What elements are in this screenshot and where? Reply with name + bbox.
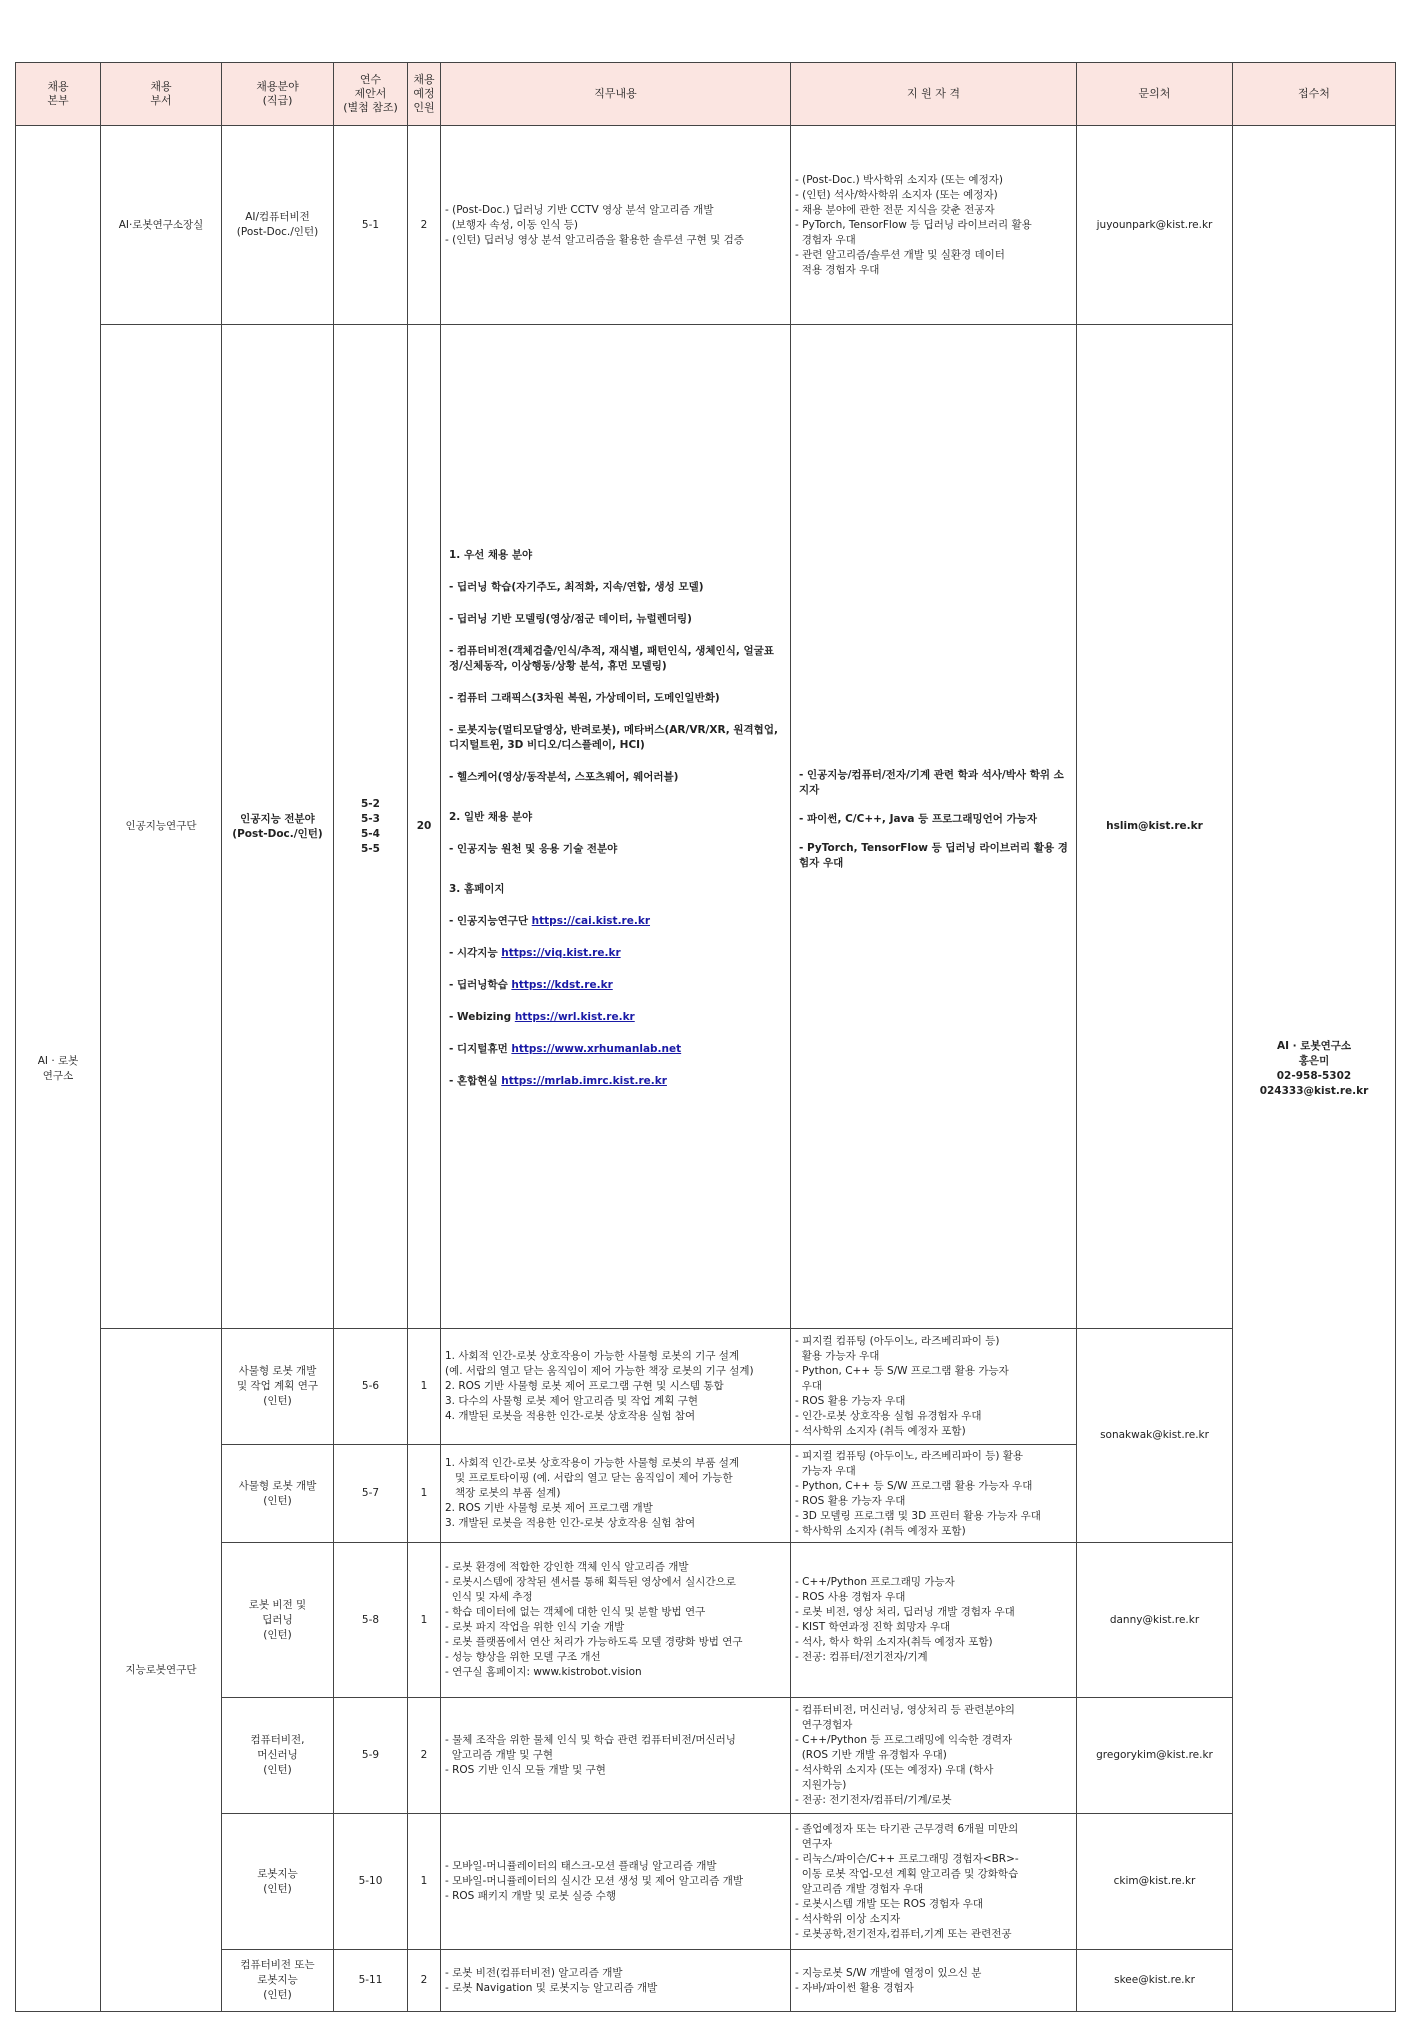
list-item: - 인간-로봇 상호작용 실험 유경험자 우대: [795, 1410, 982, 1422]
list-item: - ROS 사용 경험자 우대: [795, 1591, 906, 1603]
homepage-label: - 혼합현실: [449, 1074, 502, 1087]
list-item: 인식 및 자세 추정: [445, 1591, 533, 1603]
count-cell: 1: [408, 1543, 441, 1698]
list-item: - 로봇 비전(컴퓨터비전) 알고리즘 개발: [445, 1966, 623, 1979]
header-dept: 채용 부서: [101, 63, 222, 126]
duties-cell: [441, 325, 791, 1329]
homepage-link-item: [449, 1010, 786, 1025]
list-item: - 로봇 환경에 적합한 강인한 객체 인식 알고리즘 개발: [445, 1561, 689, 1573]
list-item: - 로봇시스템에 장착된 센서를 통해 획득된 영상에서 실시간으로: [445, 1576, 736, 1588]
list-item: - 컴퓨터비전, 머신러닝, 영상처리 등 관련분야의: [795, 1704, 1015, 1716]
dept-cell: 지능로봇연구단: [101, 1329, 222, 2012]
list-item: - 피지컬 컴퓨팅 (아두이노, 라즈베리파이 등): [795, 1335, 1000, 1347]
homepage-link-item: [449, 946, 786, 961]
reception-cell: AI · 로봇연구소 홍은미 02-958-5302 024333@kist.re.kr: [1233, 126, 1396, 2012]
list-item: - 성능 향상을 위한 모델 구조 개선: [445, 1651, 601, 1663]
field-cell: 로봇 비전 및 딥러닝 (인턴): [222, 1543, 334, 1698]
homepage-link-item: [449, 914, 786, 929]
list-item: 지원가능): [795, 1779, 847, 1791]
list-item: - 피지컬 컴퓨팅 (아두이노, 라즈베리파이 등) 활용: [795, 1449, 1024, 1462]
homepage-link[interactable]: https://cai.kist.re.kr: [531, 914, 651, 927]
list-item: - Python, C++ 등 S/W 프로그램 활용 가능자: [795, 1365, 1009, 1377]
list-item: - 관련 알고리즘/솔루션 개발 및 실환경 데이터: [795, 248, 1005, 261]
quals-cell: [791, 1814, 1077, 1950]
list-item: - 로봇 Navigation 및 로봇지능 알고리즘 개발: [445, 1981, 658, 1994]
list-item: - 학사학위 소지자 (취득 예정자 포함): [795, 1524, 966, 1537]
list-item: - (인턴) 석사/학사학위 소지자 (또는 예정자): [795, 188, 998, 201]
list-item: 이동 로봇 작업-모션 계획 알고리즘 및 강화학습: [795, 1867, 1019, 1880]
list-item: - ROS 활용 가능자 우대: [795, 1395, 906, 1407]
list-item: - 로봇 플랫폼에서 연산 처리가 가능하도록 모델 경량화 방법 연구: [445, 1636, 743, 1648]
homepage-link[interactable]: https://mrlab.imrc.kist.re.kr: [501, 1074, 667, 1087]
header-field: 채용분야 (직급): [222, 63, 334, 126]
list-item: - 로봇공학,전기전자,컴퓨터,기계 또는 관련전공: [795, 1927, 1012, 1940]
table-row: [16, 1698, 1396, 1814]
list-item: - PyTorch, TensorFlow 등 딥러닝 라이브러리 활용 경험자 우대: [799, 842, 1068, 869]
list-item: 2. ROS 기반 사물형 로봇 제어 프로그램 개발: [445, 1502, 653, 1514]
code-cell: 5-2 5-3 5-4 5-5: [334, 325, 408, 1329]
table-row: [16, 325, 1396, 1329]
list-item: 활용 가능자 우대: [795, 1350, 880, 1362]
field-cell: AI/컴퓨터비전 (Post-Doc./인턴): [222, 126, 334, 325]
code-cell: 5-7: [334, 1445, 408, 1543]
homepage-link-item: [449, 1042, 786, 1057]
dept-cell: AI·로봇연구소장실: [101, 126, 222, 325]
table-row: [16, 126, 1396, 325]
list-item: - 모바일-머니퓰레이터의 실시간 모션 생성 및 제어 알고리즘 개발: [445, 1875, 743, 1887]
list-item: 2. ROS 기반 사물형 로봇 제어 프로그램 구현 및 시스템 통합: [445, 1380, 724, 1392]
homepage-link[interactable]: https://www.xrhumanlab.net: [511, 1042, 682, 1055]
count-cell: 1: [408, 1445, 441, 1543]
table-row: [16, 1814, 1396, 1950]
contact-cell: danny@kist.re.kr: [1077, 1543, 1233, 1698]
quals-cell: [791, 1329, 1077, 1445]
duties-cell: [441, 1814, 791, 1950]
code-cell: 5-10: [334, 1814, 408, 1950]
list-item: - 석사학위 소지자 (또는 예정자) 우대 (학사: [795, 1764, 994, 1776]
homepage-link-item: [449, 1074, 786, 1089]
list-item: (예. 서랍의 열고 닫는 움직임이 제어 가능한 책장 로봇의 기구 설계): [445, 1365, 754, 1377]
list-item: - 지능로봇 S/W 개발에 열정이 있으신 분: [795, 1966, 982, 1979]
header-reception: 접수처: [1233, 63, 1396, 126]
quals-cell: [791, 126, 1077, 325]
list-item: - C++/Python 등 프로그래밍에 익숙한 경력자: [795, 1734, 1013, 1746]
count-cell: 1: [408, 1329, 441, 1445]
list-item: - 학습 데이터에 없는 객체에 대한 인식 및 분할 방법 연구: [445, 1606, 706, 1618]
count-cell: 20: [408, 325, 441, 1329]
list-item: - Python, C++ 등 S/W 프로그램 활용 가능자 우대: [795, 1479, 1033, 1492]
header-count: 채용 예정 인원: [408, 63, 441, 126]
homepage-link[interactable]: https://kdst.re.kr: [511, 978, 613, 991]
list-item: - 졸업예정자 또는 타기관 근무경력 6개월 미만의: [795, 1822, 1019, 1835]
duties-cell: [441, 1698, 791, 1814]
list-item: - 딥러닝 학습(자기주도, 최적화, 지속/연합, 생성 모델): [449, 580, 704, 593]
list-item: - 채용 분야에 관한 전문 지식을 갖춘 전공자: [795, 203, 995, 216]
list-item: - 로봇지능(멀티모달영상, 반려로봇), 메타버스(AR/VR/XR, 원격협업, 디지털트윈, 3D 비디오/디스플레이, HCI): [449, 723, 778, 751]
duties-cell: [441, 1445, 791, 1543]
list-item: 경험자 우대: [795, 233, 856, 246]
table-row: [16, 1329, 1396, 1445]
list-item: - 석사학위 이상 소지자: [795, 1912, 901, 1925]
section-heading: 3. 홈페이지: [449, 882, 505, 895]
list-item: - 전공: 전기전자/컴퓨터/기계/로봇: [795, 1794, 952, 1806]
homepage-label: - Webizing: [449, 1010, 515, 1023]
duties-cell: [441, 1543, 791, 1698]
code-cell: 5-9: [334, 1698, 408, 1814]
homepage-link[interactable]: https://wrl.kist.re.kr: [514, 1010, 635, 1023]
header-row: [16, 63, 1396, 126]
list-item: - C++/Python 프로그래밍 가능자: [795, 1576, 955, 1588]
count-cell: 2: [408, 1950, 441, 2012]
job-table: [15, 62, 1396, 2012]
quals-cell: [791, 1543, 1077, 1698]
duties-cell: [441, 126, 791, 325]
quals-cell: [791, 1698, 1077, 1814]
count-cell: 2: [408, 126, 441, 325]
list-item: - KIST 학연과정 진학 희망자 우대: [795, 1621, 951, 1633]
list-item: 3. 개발된 로봇을 적용한 인간-로봇 상호작용 실험 참여: [445, 1517, 696, 1529]
list-item: 적용 경험자 우대: [795, 263, 880, 276]
list-item: - 인공지능/컴퓨터/전자/기계 관련 학과 석사/박사 학위 소지자: [799, 769, 1064, 796]
list-item: 1. 사회적 인간-로봇 상호작용이 가능한 사물형 로봇의 기구 설계: [445, 1350, 740, 1362]
contact-cell: skee@kist.re.kr: [1077, 1950, 1233, 2012]
list-item: 알고리즘 개발 경험자 우대: [795, 1882, 924, 1895]
division-cell: AI · 로봇 연구소: [16, 126, 101, 2012]
field-cell: 사물형 로봇 개발 (인턴): [222, 1445, 334, 1543]
code-cell: 5-8: [334, 1543, 408, 1698]
table-row: [16, 1543, 1396, 1698]
homepage-label: - 디지털휴먼: [449, 1042, 512, 1055]
contact-cell: gregorykim@kist.re.kr: [1077, 1698, 1233, 1814]
header-contact: 문의처: [1077, 63, 1233, 126]
header-quals: 지 원 자 격: [791, 63, 1077, 126]
homepage-link[interactable]: https://viq.kist.re.kr: [501, 946, 621, 959]
list-item: - 연구실 홈페이지: www.kistrobot.vision: [445, 1666, 642, 1678]
list-item: - 파이썬, C/C++, Java 등 프로그래밍언어 가능자: [799, 813, 1038, 825]
table-row: [16, 1950, 1396, 2012]
section-heading: 1. 우선 채용 분야: [449, 548, 533, 561]
list-item: 가능자 우대: [795, 1464, 856, 1477]
duties-cell: [441, 1950, 791, 2012]
quals-cell: [791, 1445, 1077, 1543]
homepage-link-item: [449, 978, 786, 993]
list-item: 알고리즘 개발 및 구현: [445, 1749, 553, 1761]
section-heading: 2. 일반 채용 분야: [449, 810, 533, 823]
list-item: - (Post-Doc.) 박사학위 소지자 (또는 예정자): [795, 173, 1003, 186]
list-item: - 리눅스/파이슨/C++ 프로그래밍 경험자<BR>-: [795, 1852, 1019, 1865]
contact-cell: hslim@kist.re.kr: [1077, 325, 1233, 1329]
list-item: - PyTorch, TensorFlow 등 딥러닝 라이브러리 활용: [795, 218, 1032, 231]
quals-cell: [791, 325, 1077, 1329]
code-cell: 5-11: [334, 1950, 408, 2012]
list-item: - (Post-Doc.) 딥러닝 기반 CCTV 영상 분석 알고리즘 개발: [445, 203, 714, 216]
field-cell: 로봇지능 (인턴): [222, 1814, 334, 1950]
list-item: (보행자 속성, 이동 인식 등): [445, 218, 578, 231]
list-item: 연구자: [795, 1837, 833, 1850]
list-item: 3. 다수의 사물형 로봇 제어 알고리즘 및 작업 계획 구현: [445, 1395, 699, 1407]
list-item: - (인턴) 딥러닝 영상 분석 알고리즘을 활용한 솔루션 구현 및 검증: [445, 233, 744, 246]
list-item: - 컴퓨터비전(객체검출/인식/추적, 재식별, 패턴인식, 생체인식, 얼굴표정/신체동작, 이상행동/상황 분석, 휴먼 모델링): [449, 644, 774, 672]
list-item: 4. 개발된 로봇을 적용한 인간-로봇 상호작용 실험 참여: [445, 1410, 696, 1422]
duties-cell: [441, 1329, 791, 1445]
code-cell: 5-6: [334, 1329, 408, 1445]
list-item: - 물체 조작을 위한 물체 인식 및 학습 관련 컴퓨터비전/머신러닝: [445, 1734, 736, 1746]
list-item: - ROS 패키지 개발 및 로봇 실증 수행: [445, 1890, 617, 1902]
list-item: 연구경험자: [795, 1719, 853, 1731]
list-item: - ROS 활용 가능자 우대: [795, 1494, 906, 1507]
field-cell: 사물형 로봇 개발 및 작업 계획 연구 (인턴): [222, 1329, 334, 1445]
contact-cell: sonakwak@kist.re.kr: [1077, 1329, 1233, 1543]
list-item: - 모바일-머니퓰레이터의 태스크-모션 플래닝 알고리즘 개발: [445, 1860, 717, 1872]
list-item: - 3D 모델링 프로그램 및 3D 프린터 활용 가능자 우대: [795, 1509, 1041, 1522]
dept-cell: 인공지능연구단: [101, 325, 222, 1329]
field-cell: 컴퓨터비전, 머신러닝 (인턴): [222, 1698, 334, 1814]
contact-cell: ckim@kist.re.kr: [1077, 1814, 1233, 1950]
code-cell: 5-1: [334, 126, 408, 325]
header-duties: 직무내용: [441, 63, 791, 126]
count-cell: 2: [408, 1698, 441, 1814]
list-item: - 전공: 컴퓨터/전기전자/기계: [795, 1651, 928, 1663]
header-division: 채용 본부: [16, 63, 101, 126]
list-item: - 컴퓨터 그래픽스(3차원 복원, 가상데이터, 도메인일반화): [449, 691, 720, 704]
field-cell: 컴퓨터비전 또는 로봇지능 (인턴): [222, 1950, 334, 2012]
field-cell: 인공지능 전분야 (Post-Doc./인턴): [222, 325, 334, 1329]
homepage-label: - 인공지능연구단: [449, 914, 532, 927]
list-item: 1. 사회적 인간-로봇 상호작용이 가능한 사물형 로봇의 부품 설계: [445, 1457, 740, 1469]
list-item: - 헬스케어(영상/동작분석, 스포츠웨어, 웨어러블): [449, 770, 679, 783]
list-item: - 자바/파이썬 활용 경험자: [795, 1981, 914, 1994]
list-item: (ROS 기반 개발 유경험자 우대): [795, 1749, 947, 1761]
list-item: - 석사, 학사 학위 소지자(취득 예정자 포함): [795, 1636, 993, 1648]
contact-cell: juyounpark@kist.re.kr: [1077, 126, 1233, 325]
list-item: - 로봇 비전, 영상 처리, 딥러닝 개발 경험자 우대: [795, 1606, 1015, 1618]
homepage-label: - 시각지능: [449, 946, 502, 959]
count-cell: 1: [408, 1814, 441, 1950]
quals-cell: [791, 1950, 1077, 2012]
list-item: 책장 로봇의 부품 설계): [445, 1487, 561, 1499]
list-item: - ROS 기반 인식 모듈 개발 및 구현: [445, 1764, 606, 1776]
list-item: 및 프로토타이핑 (예. 서랍의 열고 닫는 움직임이 제어 가능한: [445, 1472, 733, 1484]
list-item: - 인공지능 원천 및 응용 기술 전분야: [449, 842, 618, 855]
homepage-label: - 딥러닝학습: [449, 978, 512, 991]
list-item: - 석사학위 소지자 (취득 예정자 포함): [795, 1425, 966, 1437]
list-item: 우대: [795, 1380, 822, 1392]
header-code: 연수 제안서 (별첨 참조): [334, 63, 408, 126]
list-item: - 딥러닝 기반 모델링(영상/점군 데이터, 뉴럴렌더링): [449, 612, 692, 625]
list-item: - 로봇시스템 개발 또는 ROS 경험자 우대: [795, 1897, 984, 1910]
list-item: - 로봇 파지 작업을 위한 인식 기술 개발: [445, 1621, 625, 1633]
